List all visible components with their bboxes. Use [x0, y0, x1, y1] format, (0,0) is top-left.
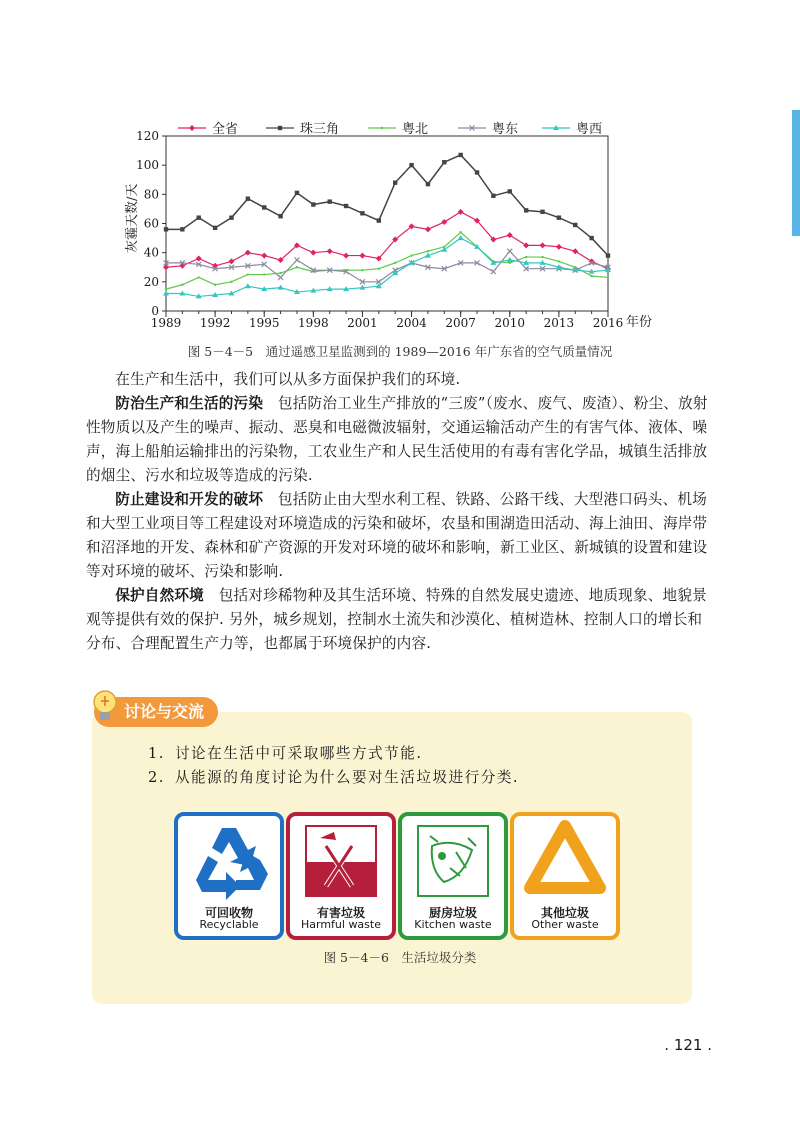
- bin-harmful: [286, 812, 396, 940]
- discussion-questions: [148, 742, 519, 790]
- chart-data-point: [507, 257, 513, 262]
- chart-y-tick-label: 60: [143, 216, 159, 231]
- page-edge-tab: [792, 110, 800, 236]
- paragraph-nature-text: 包括对珍稀物种及其生活环境、特殊的自然发展史遗迹、地质现象、地貌景观等提供有效的保护. 另外，城乡规划，控制水土流失和沙漠化、植树造林、控制人口的增长和分布、合理配置生产力等，也都属于环境保护的内容.: [86, 587, 707, 652]
- chart-data-point: [589, 236, 593, 240]
- chart-x-tick-label: 1998: [298, 316, 329, 330]
- chart-data-point: [278, 214, 282, 218]
- chart-data-point: [394, 262, 396, 264]
- chart-data-point: [458, 209, 464, 215]
- chart-data-point: [196, 256, 202, 262]
- chart-axes: [136, 129, 623, 330]
- chart-legend-label: 珠三角: [300, 122, 340, 137]
- chart-data-point: [556, 244, 562, 250]
- chart-y-tick-label: 0: [151, 304, 159, 318]
- chart-data-point: [426, 182, 430, 186]
- chart-data-point: [557, 215, 561, 219]
- chart-x-tick-label: 1995: [248, 316, 280, 330]
- chart-data-point: [328, 199, 332, 203]
- chart-data-point: [393, 180, 397, 184]
- chart-data-point: [475, 170, 479, 174]
- bin-recyclable: [174, 812, 284, 940]
- chart-legend: [178, 121, 602, 137]
- chart-plot-frame: [166, 136, 608, 311]
- chart-data-point: [214, 284, 216, 286]
- chart-data-point: [213, 226, 217, 230]
- chart-x-tick-label: 2010: [494, 316, 526, 330]
- chart-data-point: [541, 256, 543, 258]
- chart-data-point: [344, 204, 348, 208]
- body-text: [86, 368, 714, 656]
- chart-data-point: [558, 260, 560, 262]
- chart-series-1: [164, 153, 610, 258]
- chart-data-point: [509, 262, 511, 264]
- paragraph-pollution-text: 包括防治工业生产排放的“三废”（废水、废气、废渣）、粉尘、放射性物质以及产生的噪声、振动、恶臭和电磁微波辐射，交通运输活动产生的有害气体、液体、噪声，海上船舶运输排出的污染物，工农业生产和人民生活使用的有毒有害化学品，城镇生活排放的烟尘、污水和垃圾等造成的污染.: [86, 395, 708, 484]
- chart-data-point: [296, 266, 298, 268]
- chart-data-point: [540, 242, 546, 248]
- chart-data-point: [230, 281, 232, 283]
- chart-y-axis-label: 灰霾天数/天: [125, 183, 140, 253]
- question-text: 讨论在生活中可采取哪些方式节能.: [174, 745, 423, 762]
- chart-data-point: [425, 226, 431, 232]
- chart-data-point: [228, 258, 234, 264]
- chart-legend-marker: [381, 127, 383, 129]
- chart-data-point: [491, 194, 495, 198]
- chart-legend-marker: [278, 126, 282, 130]
- chart-data-point: [540, 210, 544, 214]
- chart-data-point: [279, 272, 281, 274]
- paragraph-nature-title: 保护自然环境: [115, 587, 204, 604]
- chart-data-point: [246, 197, 250, 201]
- other-waste-icon: [514, 816, 616, 902]
- chart-data-point: [491, 269, 496, 274]
- chart-data-point: [525, 256, 527, 258]
- bin-other: [510, 812, 620, 940]
- chart-series-line: [166, 155, 608, 256]
- chart-data-point: [229, 215, 233, 219]
- chart-data-point: [458, 153, 462, 157]
- question-number: 1.: [148, 745, 165, 762]
- chart-legend-label: 粤北: [402, 122, 429, 137]
- bin-kitchen-label-zh: 厨房垃圾: [428, 906, 477, 920]
- chart-data-point: [458, 235, 464, 240]
- chart-x-tick-label: 1989: [150, 316, 182, 330]
- bin-harmful-label-en: Harmful waste: [300, 918, 381, 931]
- chart-data-point: [343, 253, 349, 259]
- chart-data-point: [523, 242, 529, 248]
- chart-data-point: [198, 276, 200, 278]
- bin-harmful-label-zh: 有害垃圾: [316, 906, 365, 920]
- chart-data-point: [507, 249, 512, 254]
- paragraph-pollution: [86, 392, 714, 488]
- chart-x-tick-label: 2004: [396, 316, 427, 330]
- chart-data-point: [607, 276, 609, 278]
- chart-data-point: [245, 250, 251, 256]
- chart-x-tick-label: 2001: [347, 316, 378, 330]
- chart-series: [163, 153, 611, 299]
- chart-data-point: [507, 232, 513, 238]
- paragraph-pollution-title: 防治生产和生活的污染: [115, 395, 264, 412]
- chart-data-point: [180, 227, 184, 231]
- chart-data-point: [262, 205, 266, 209]
- figure-caption-5-4-6: 图 5－4－6 生活垃圾分类: [323, 950, 477, 965]
- question-text: 从能源的角度讨论为什么要对生活垃圾进行分类.: [174, 769, 520, 786]
- chart-data-point: [459, 231, 461, 233]
- chart-y-tick-label: 100: [136, 158, 159, 173]
- paragraph-nature: [86, 584, 714, 656]
- chart-y-tick-label: 80: [143, 187, 159, 202]
- chart-data-point: [294, 257, 299, 262]
- bin-kitchen-label-en: Kitchen waste: [414, 918, 492, 931]
- chart-legend-label: 粤西: [576, 122, 603, 137]
- chart-data-point: [361, 269, 363, 271]
- chart-data-point: [359, 253, 365, 259]
- chart-x-tick-label: 2016: [592, 316, 624, 330]
- page-number: . 121 .: [664, 1036, 712, 1054]
- bin-recyclable-label-zh: 可回收物: [204, 906, 253, 920]
- question-item: [148, 766, 519, 790]
- chart-data-point: [164, 227, 168, 231]
- question-number: 2.: [148, 769, 165, 786]
- chart-data-point: [245, 283, 251, 288]
- chart-x-axis-label: 年份: [626, 315, 653, 330]
- chart-data-point: [524, 208, 528, 212]
- bin-other-label-en: Other waste: [531, 918, 599, 931]
- chart-data-point: [590, 275, 592, 277]
- question-item: [148, 742, 519, 766]
- chart-data-point: [442, 160, 446, 164]
- chart-data-point: [263, 273, 265, 275]
- chart-x-tick-label: 1992: [199, 316, 231, 330]
- chart-legend-label: 全省: [212, 122, 239, 137]
- chart-data-point: [360, 211, 364, 215]
- chart-data-point: [310, 250, 316, 256]
- chart-data-point: [278, 275, 283, 280]
- recycle-icon: [178, 816, 280, 902]
- chart-data-point: [606, 253, 610, 257]
- chart-data-point: [278, 285, 284, 290]
- chart-y-tick-label: 120: [136, 129, 159, 143]
- chart-data-point: [377, 218, 381, 222]
- paragraph-construction-title: 防止建设和开发的破坏: [115, 491, 264, 508]
- chart-x-tick-label: 2013: [543, 316, 575, 330]
- lightbulb-icon: [88, 688, 122, 726]
- chart-data-point: [378, 268, 380, 270]
- figure-caption-5-4-5: 图 5－4－5 通过遥感卫星监测到的 1989—2016 年广东省的空气质量情况: [187, 344, 613, 359]
- chart-data-point: [327, 248, 333, 254]
- chart-data-point: [409, 163, 413, 167]
- chart-y-tick-label: 40: [143, 245, 159, 260]
- kitchen-waste-icon: [402, 816, 504, 902]
- chart-data-point: [295, 191, 299, 195]
- chart-data-point: [165, 288, 167, 290]
- paragraph-construction-text: 包括防止由大型水利工程、铁路、公路干线、大型港口码头、机场和大型工业项目等工程建设对环境造成的污染和破坏，农垦和围湖造田活动、海上油田、海岸带和沼泽地的开发、森林和矿产资源的开发对环境的破坏和影响，新工业区、新城镇的设置和建设等对环境的破坏、污染和影响.: [86, 491, 708, 580]
- paragraph-construction: [86, 488, 714, 584]
- haze-days-line-chart: [118, 118, 678, 332]
- discussion-title: 讨论与交流: [94, 697, 218, 727]
- chart-y-tick-label: 20: [143, 274, 159, 289]
- chart-data-point: [441, 219, 447, 225]
- bin-kitchen: [398, 812, 508, 940]
- chart-data-point: [427, 250, 429, 252]
- bin-recyclable-label-en: Recyclable: [199, 918, 259, 931]
- chart-data-point: [247, 273, 249, 275]
- chart-data-point: [181, 284, 183, 286]
- harmful-waste-icon: [290, 816, 392, 902]
- chart-data-point: [261, 253, 267, 259]
- chart-data-point: [572, 248, 578, 254]
- chart-legend-marker: [189, 125, 195, 131]
- chart-x-tick-label: 2007: [445, 316, 476, 330]
- chart-legend-label: 粤东: [492, 122, 519, 137]
- intro-paragraph: 在生产和生活中，我们可以从多方面保护我们的环境.: [115, 371, 461, 388]
- chart-data-point: [311, 202, 315, 206]
- bin-other-label-zh: 其他垃圾: [540, 906, 589, 920]
- chart-data-point: [508, 189, 512, 193]
- chart-data-point: [410, 254, 412, 256]
- chart-data-point: [573, 223, 577, 227]
- chart-data-point: [197, 215, 201, 219]
